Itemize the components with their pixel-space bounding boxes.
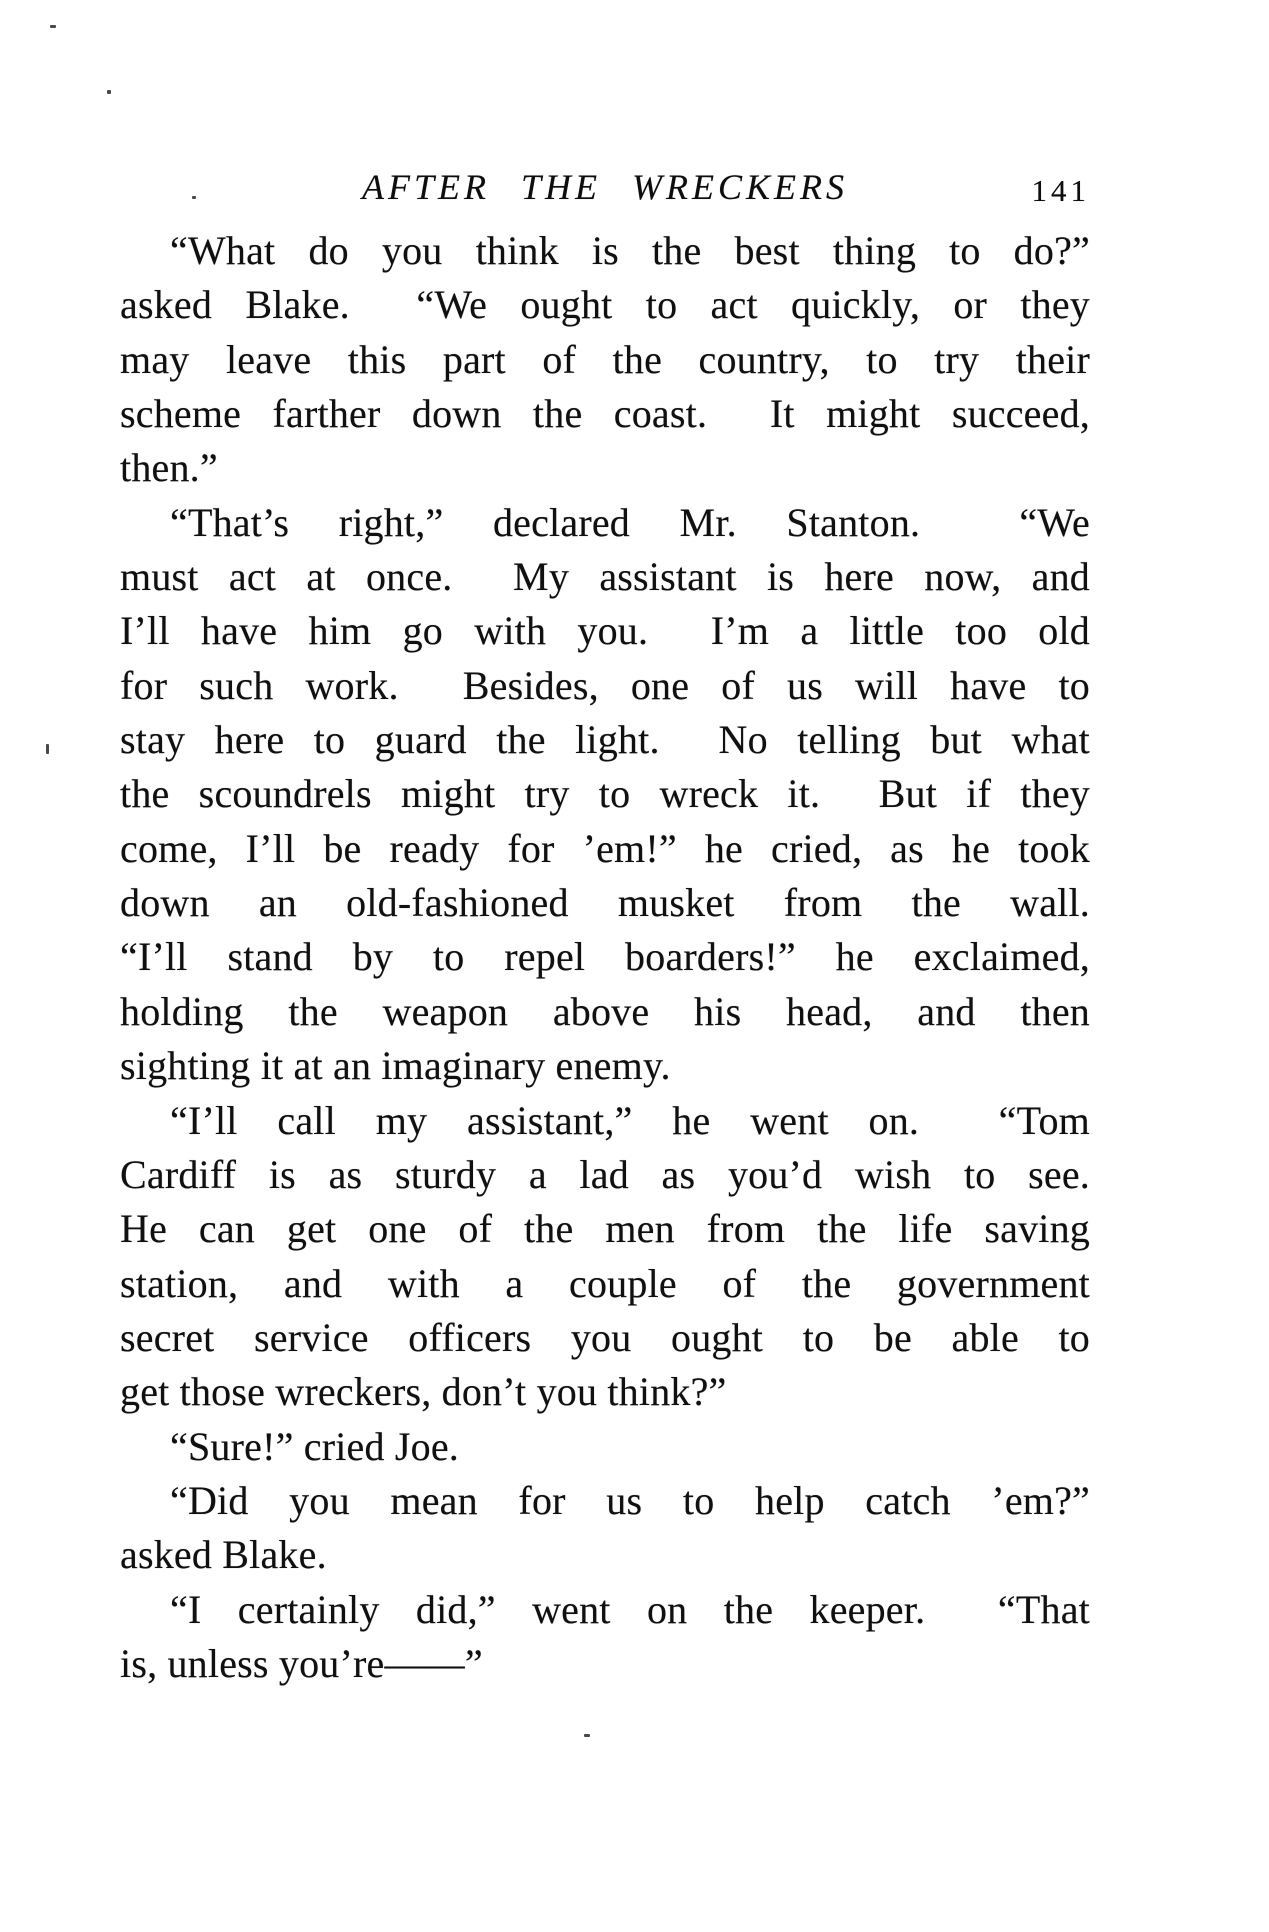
text-line: then.” (120, 445, 218, 491)
body-text (120, 224, 1090, 1691)
text-line: the scoundrels might try to wreck it. But if they (120, 771, 1090, 817)
text-line: sighting it at an imaginary enemy. (120, 1043, 671, 1089)
text-line: must act at once. My assistant is here now, and (120, 554, 1090, 600)
text-line: is, unless you’re——” (120, 1640, 483, 1686)
text-line: stay here to guard the light. No telling but what (120, 717, 1090, 763)
text-line: “I’ll call my assistant,” he went on. “Tom (170, 1097, 1090, 1143)
text-line: station, and with a couple of the government (120, 1260, 1090, 1306)
scan-speck (192, 196, 196, 199)
text-line: asked Blake. (120, 1532, 327, 1578)
text-line: for such work. Besides, one of us will have to (120, 662, 1090, 708)
scan-speck (107, 90, 111, 94)
text-line: down an old-fashioned musket from the wall. (120, 880, 1090, 926)
text-line: “Sure!” cried Joe. (170, 1423, 460, 1469)
page-number: 141 (1031, 173, 1090, 208)
text-line: come, I’ll be ready for ’em!” he cried, as he took (120, 825, 1090, 871)
paragraph-3 (120, 1094, 1090, 1420)
text-line: Cardiff is as sturdy a lad as you’d wish to see. (120, 1151, 1090, 1197)
scan-speck (46, 744, 49, 754)
paragraph-5 (120, 1474, 1090, 1583)
paragraph-4 (120, 1420, 1090, 1474)
text-line: “What do you think is the best thing to do?” (170, 228, 1090, 273)
running-title: AFTER THE WRECKERS (362, 167, 848, 207)
text-line: may leave this part of the country, to try their (120, 336, 1090, 382)
text-line: get those wreckers, don’t you think?” (120, 1369, 727, 1415)
text-line: asked Blake. “We ought to act quickly, or they (120, 282, 1090, 328)
paragraph-6 (120, 1583, 1090, 1692)
paragraph-1 (120, 224, 1090, 496)
text-line: “That’s right,” declared Mr. Stanton. “We (170, 499, 1090, 545)
text-line: holding the weapon above his head, and then (120, 988, 1090, 1034)
paragraph-2 (120, 496, 1090, 1094)
text-line: I’ll have him go with you. I’m a little too old (120, 608, 1090, 654)
scan-speck (50, 25, 56, 28)
page-header (120, 166, 1090, 222)
text-line: “Did you mean for us to help catch ’em?” (170, 1477, 1090, 1523)
scan-speck (584, 1734, 590, 1737)
text-line: He can get one of the men from the life saving (120, 1206, 1090, 1252)
text-line: “I certainly did,” went on the keeper. “That (170, 1586, 1090, 1632)
text-line: “I’ll stand by to repel boarders!” he exclaimed, (120, 934, 1090, 980)
text-line: scheme farther down the coast. It might succeed, (120, 391, 1090, 437)
text-line: secret service officers you ought to be able to (120, 1314, 1090, 1360)
